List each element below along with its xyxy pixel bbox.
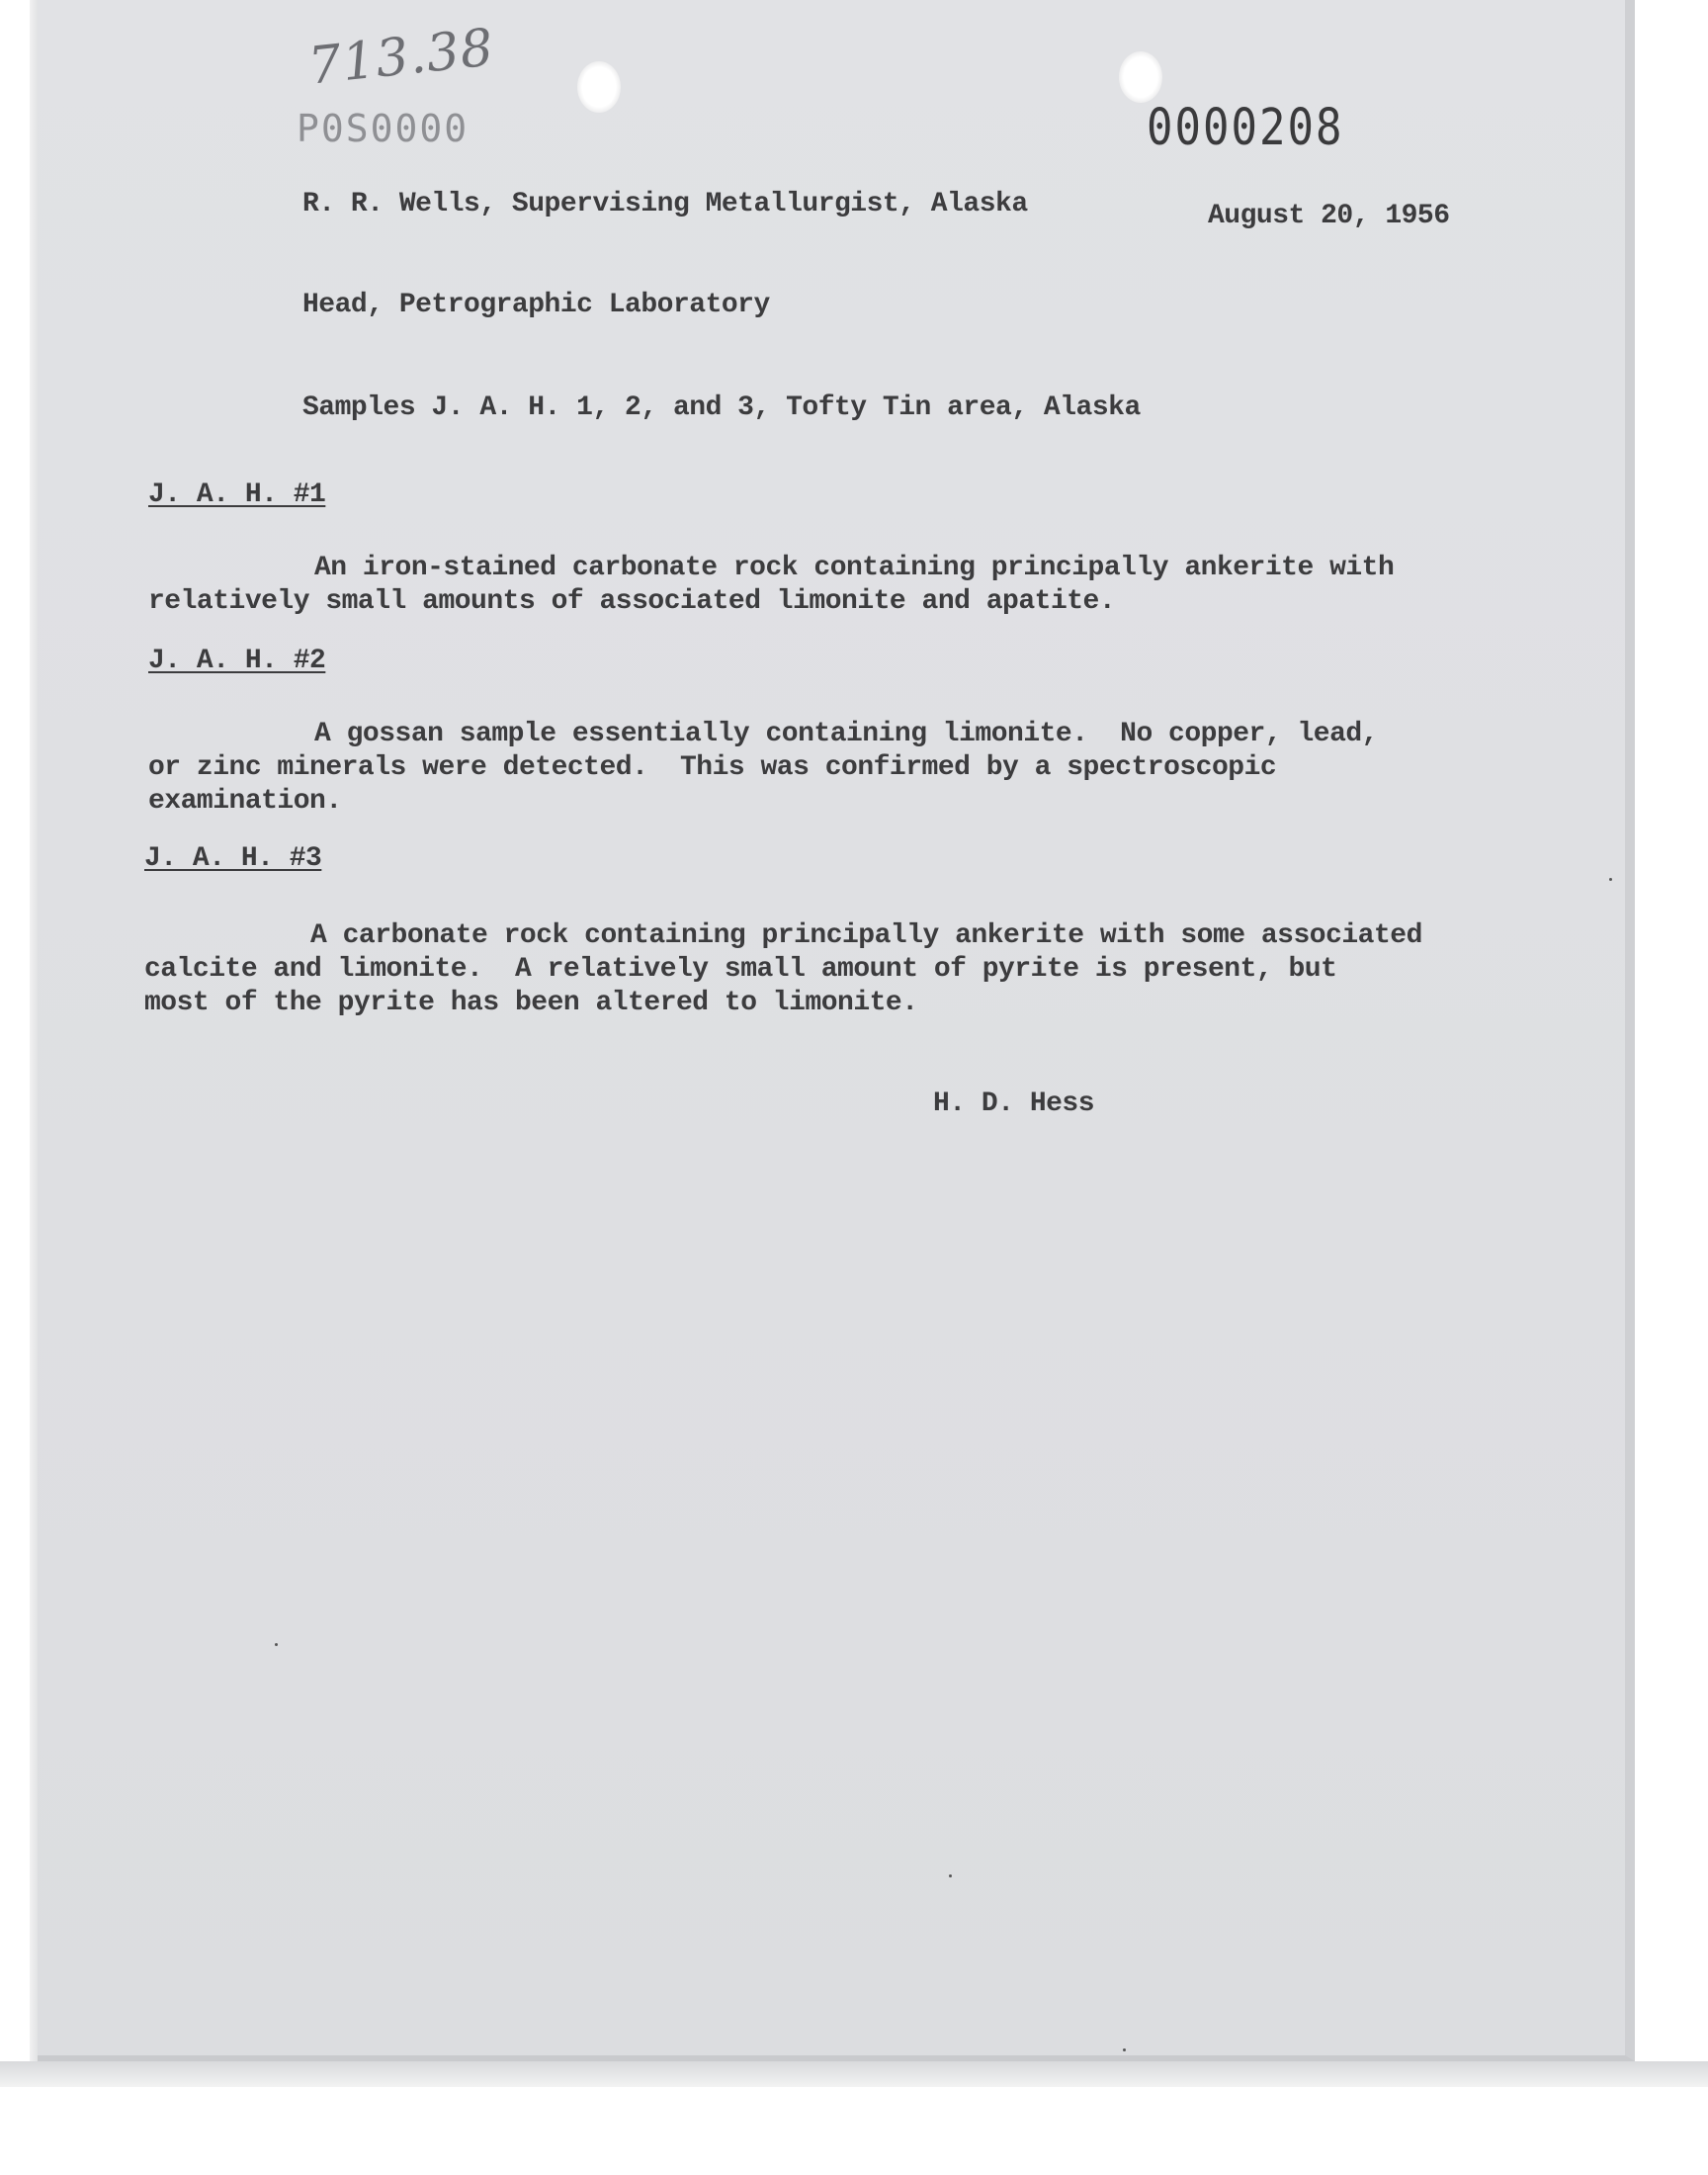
memo-from: R. R. Wells, Supervising Metallurgist, Alaska (302, 189, 1028, 219)
scan-speck (1123, 2048, 1126, 2051)
punch-hole-left (577, 61, 621, 113)
sample-2-line-2: or zinc minerals were detected. This was confirmed by a spectroscopic (148, 752, 1277, 783)
punch-hole-right (1119, 51, 1162, 103)
memo-to: Head, Petrographic Laboratory (302, 290, 770, 320)
document-number-stamp: 0000208 (1147, 99, 1344, 157)
scan-speck (1609, 878, 1612, 881)
handwritten-reference-number: 713.38 (305, 18, 497, 97)
document-page (38, 0, 1635, 2061)
scan-speck (949, 1874, 952, 1877)
sample-3-heading: J. A. H. #3 (144, 843, 322, 874)
sample-2-line-3: examination. (148, 786, 342, 817)
memo-subject: Samples J. A. H. 1, 2, and 3, Tofty Tin area, Alaska (302, 392, 1141, 423)
sample-1-line-1: An iron-stained carbonate rock containing principally ankerite with (314, 553, 1395, 583)
scan-speck (275, 1643, 278, 1646)
sample-1-heading: J. A. H. #1 (148, 479, 326, 510)
page-bottom-edge (0, 2061, 1708, 2087)
sample-3-line-1: A carbonate rock containing principally ankerite with some associated (310, 920, 1422, 951)
memo-date: August 20, 1956 (1208, 201, 1450, 231)
sample-2-line-1: A gossan sample essentially containing limonite. No copper, lead, (314, 719, 1378, 749)
sample-3-line-2: calcite and limonite. A relatively small amount of pyrite is present, but (144, 954, 1337, 985)
sample-1-line-2: relatively small amounts of associated limonite and apatite. (148, 586, 1116, 617)
sample-2-heading: J. A. H. #2 (148, 646, 326, 676)
signature: H. D. Hess (933, 1088, 1095, 1119)
sample-3-line-3: most of the pyrite has been altered to limonite. (144, 988, 918, 1018)
faint-stamp-number: P0S0000 (297, 107, 470, 150)
